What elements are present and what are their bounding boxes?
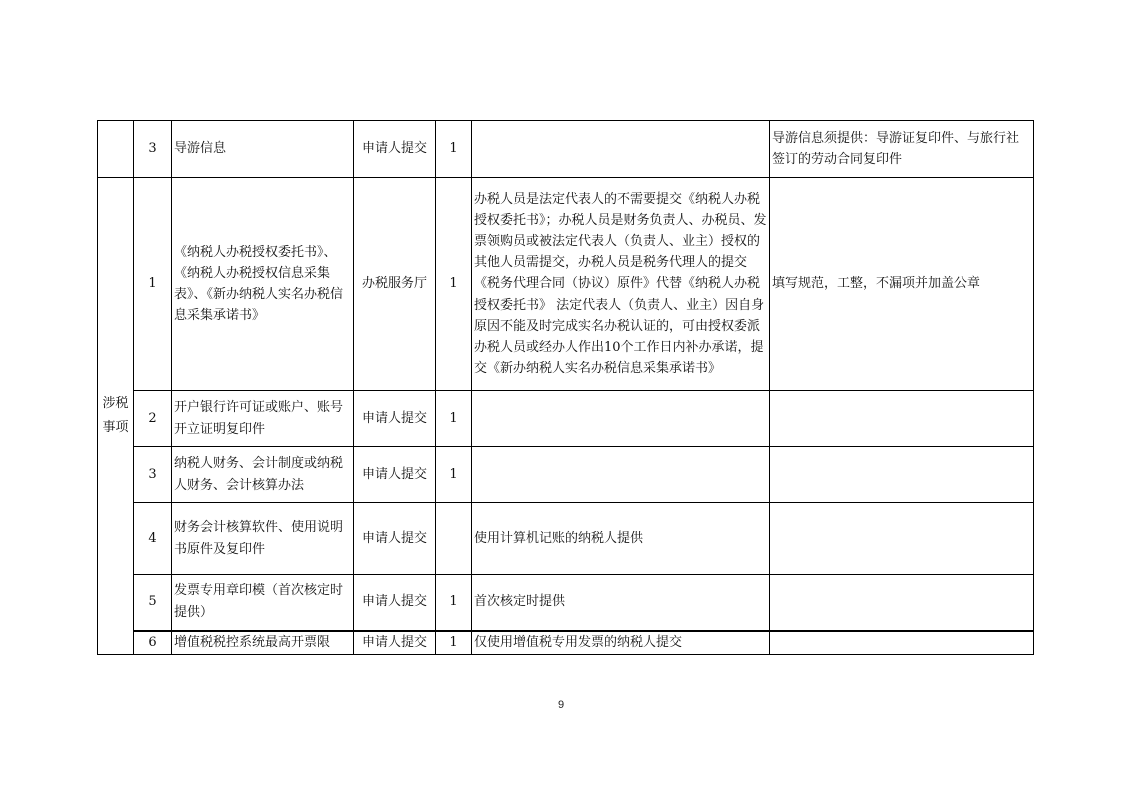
- material-quantity: 1: [436, 391, 472, 447]
- item-number: 2: [134, 391, 172, 447]
- material-notes: 使用计算机记账的纳税人提供: [472, 503, 770, 575]
- table-row: [98, 121, 1034, 178]
- material-source: 办税服务厅: [354, 178, 436, 391]
- material-notes: [472, 391, 770, 447]
- material-name: 增值税税控系统最高开票限: [172, 631, 354, 655]
- material-name: 财务会计核算软件、使用说明书原件及复印件: [172, 503, 354, 575]
- page-number: 9: [557, 699, 565, 711]
- material-quantity: [436, 503, 472, 575]
- material-name: 《纳税人办税授权委托书》、《纳税人办税授权信息采集表》、《新办纳税人实名办税信息采集承诺书》: [172, 178, 354, 391]
- group-label-tax-matters: 涉税事项: [98, 178, 134, 655]
- table-row: [98, 391, 1034, 447]
- item-number: 4: [134, 503, 172, 575]
- item-number: 3: [134, 121, 172, 178]
- materials-table: [97, 120, 1034, 655]
- table-row: [98, 178, 1034, 391]
- material-source: 申请人提交: [354, 575, 436, 631]
- material-requirements: [770, 631, 1034, 655]
- material-name: 发票专用章印模（首次核定时提供）: [172, 575, 354, 631]
- material-requirements: [770, 575, 1034, 631]
- material-source: 申请人提交: [354, 447, 436, 503]
- item-number: 6: [134, 631, 172, 655]
- group-cell: [98, 121, 134, 178]
- material-quantity: 1: [436, 121, 472, 178]
- table-row: [98, 447, 1034, 503]
- material-quantity: 1: [436, 631, 472, 655]
- table-row: [98, 503, 1034, 575]
- table-row: [98, 575, 1034, 631]
- material-quantity: 1: [436, 447, 472, 503]
- material-requirements: 导游信息须提供：导游证复印件、与旅行社签订的劳动合同复印件: [770, 121, 1034, 178]
- material-source: 申请人提交: [354, 391, 436, 447]
- material-notes: 办税人员是法定代表人的不需要提交《纳税人办税授权委托书》；办税人员是财务负责人、办税员、发票领购员或被法定代表人（负责人、业主）授权的其他人员需提交，办税人员是税务代理人的提交《税务代理合同（协议）原件》代替《纳税人办税授权委托书》 法定代表人（负责人、业主）因自身原因不能及时完成实名办税认证的，可由授权委派办税人员或经办人作出10个工作日内补办承诺，提交《新办纳税人实名办税信息采集承诺书》: [472, 178, 770, 391]
- material-name: 导游信息: [172, 121, 354, 178]
- material-requirements: [770, 447, 1034, 503]
- material-name: 开户银行许可证或账户、账号开立证明复印件: [172, 391, 354, 447]
- item-number: 3: [134, 447, 172, 503]
- material-notes: 首次核定时提供: [472, 575, 770, 631]
- material-notes: 仅使用增值税专用发票的纳税人提交: [472, 631, 770, 655]
- material-quantity: 1: [436, 178, 472, 391]
- material-notes: [472, 447, 770, 503]
- item-number: 1: [134, 178, 172, 391]
- material-source: 申请人提交: [354, 503, 436, 575]
- item-number: 5: [134, 575, 172, 631]
- material-requirements: [770, 503, 1034, 575]
- material-name: 纳税人财务、会计制度或纳税人财务、会计核算办法: [172, 447, 354, 503]
- table-row: [98, 631, 1034, 655]
- material-notes: [472, 121, 770, 178]
- material-source: 申请人提交: [354, 121, 436, 178]
- material-source: 申请人提交: [354, 631, 436, 655]
- material-quantity: 1: [436, 575, 472, 631]
- material-requirements: 填写规范，工整，不漏项并加盖公章: [770, 178, 1034, 391]
- material-requirements: [770, 391, 1034, 447]
